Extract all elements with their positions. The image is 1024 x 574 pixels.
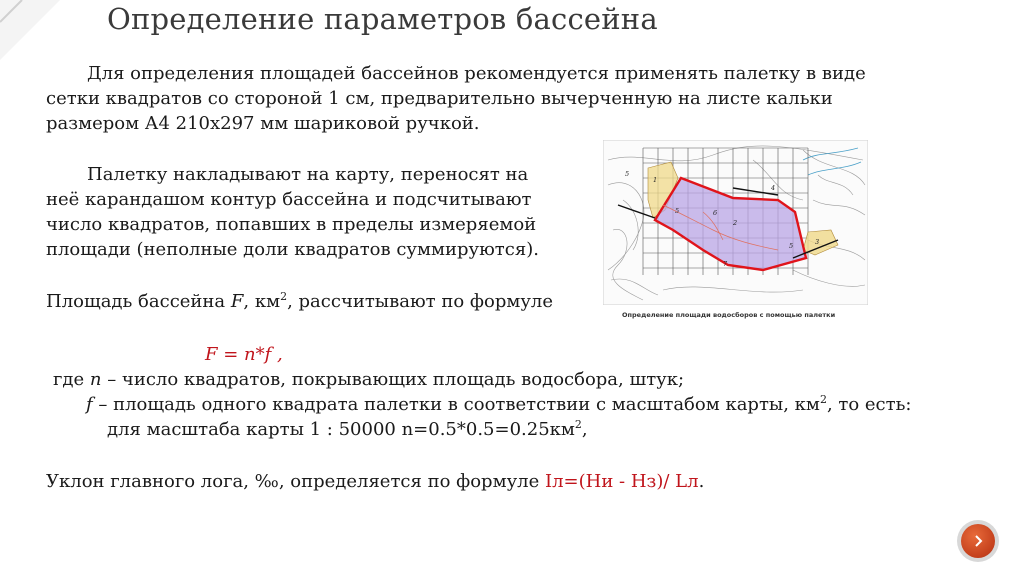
slope-formula: Iл=(Hи - Hз)/ Lл (544, 471, 699, 492)
map-label-1: 1 (653, 176, 658, 184)
map-label-6: 6 (713, 209, 718, 217)
paragraph2-line2: неё карандашом контур бассейна и подсчитывают (46, 189, 532, 210)
catchment-map-figure (603, 140, 868, 305)
figure-caption: Определение площади водосборов с помощью палетки (622, 311, 836, 319)
map-label-5-right: 5 (789, 242, 794, 250)
corner-decoration (0, 0, 60, 60)
paragraph1-line1: Для определения площадей бассейнов рекомендуется применять палетку в виде (87, 63, 866, 84)
next-slide-button-face[interactable] (961, 524, 995, 558)
slope-formula-line: Уклон главного лога, ‰, определяется по формуле Iл=(Hи - Hз)/ Lл. (46, 471, 705, 492)
map-label-5-left: 5 (625, 170, 630, 178)
definition-n: где n – число квадратов, покрывающих площадь водосбора, штук; (53, 369, 685, 390)
map-label-4: 4 (771, 184, 776, 192)
area-formula: F = n*f , (205, 344, 283, 365)
area-formula-intro: Площадь бассейна F, $км^2$, рассчитывают по формуле (46, 290, 554, 312)
map-label-3: 3 (815, 238, 820, 246)
paragraph1-line2: сетки квадратов со стороной 1 см, предварительно вычерченную на листе кальки (46, 88, 833, 109)
map-label-7: 7 (723, 260, 728, 268)
paragraph2-line3: число квадратов, попавших в пределы измеряемой (46, 214, 537, 235)
map-label-5-inner: 5 (675, 207, 680, 215)
paragraph2-line1: Палетку накладывают на карту, переносят на (87, 164, 529, 185)
paragraph2-line4: площади (неполные доли квадратов суммируются). (46, 239, 539, 260)
slide-title: Определение параметров бассейна (107, 2, 658, 36)
scale-example: для масштаба карты 1 : 50000 $n=0.5*0.5=0.25км^2$, (107, 418, 588, 440)
chevron-right-icon (971, 534, 985, 548)
definition-f: f – площадь одного квадрата палетки в соответствии с масштабом карты, $км^2$, то есть: (86, 393, 912, 415)
next-slide-button[interactable] (957, 520, 999, 562)
paragraph1-line3: размером А4 210х297 мм шариковой ручкой. (46, 113, 480, 134)
map-label-2: 2 (733, 219, 738, 227)
